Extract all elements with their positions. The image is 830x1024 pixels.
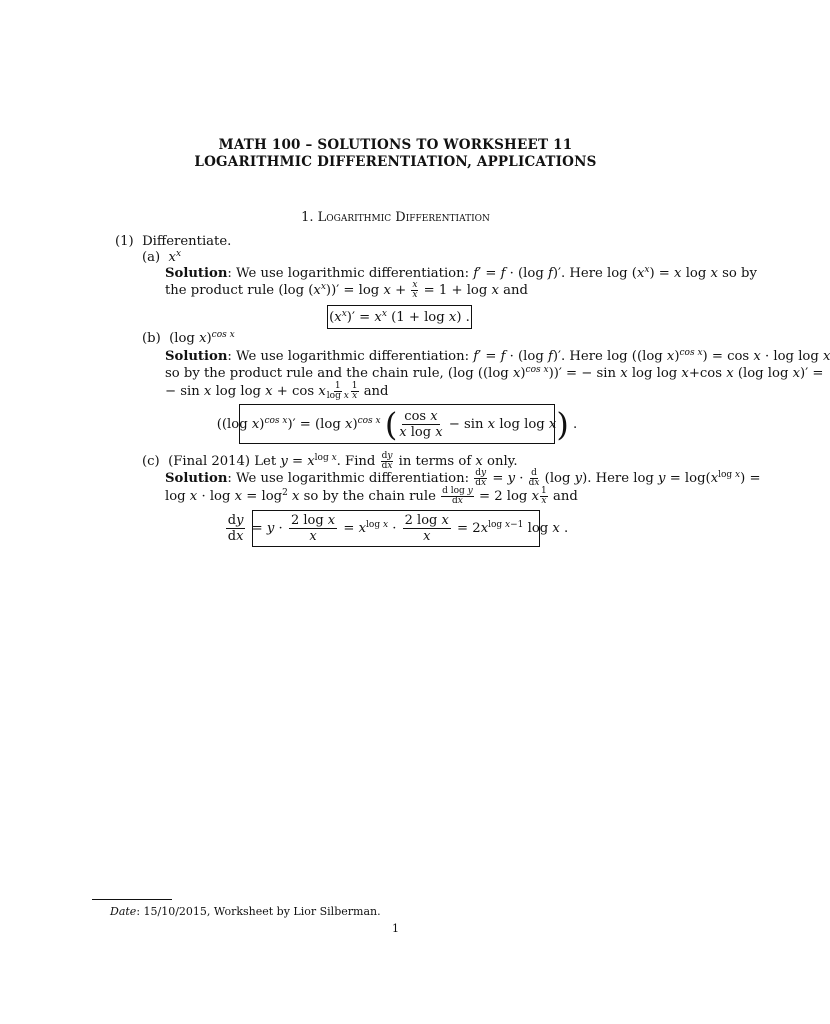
- problem-1-text: Differentiate.: [142, 234, 232, 249]
- part-a-text-1: : We use logarithmic differentiation:: [227, 266, 474, 281]
- part-a-solution-label: Solution: [165, 266, 228, 281]
- title-line-2: LOGARITHMIC DIFFERENTIATION, APPLICATIONS: [194, 154, 597, 170]
- part-c-label: (c): [142, 454, 160, 469]
- part-b-solution-line-1: Solution: We use logarithmic differentiation: f′ = f · (log f)′. Here log ((log x)$^{cos x}$) = cos x · log log x: [165, 348, 830, 364]
- part-a-text-2: . Here: [561, 266, 608, 281]
- problem-1-label: (1): [115, 234, 134, 249]
- part-b-text-3: so by the product rule and the chain rule,: [165, 366, 448, 381]
- part-b-solution-line-3: − sin x log log x + cos x $\frac{1}{\text{log x}}$ $\frac{1}{x}$ and: [165, 381, 389, 401]
- part-a-text-4: the product rule: [165, 283, 279, 298]
- part-c-text-2: . Here: [587, 471, 634, 486]
- part-c-question: (c) (Final 2014) Let $y = x^{log x}$. Find $\frac{dy}{dx}$ in terms of x only.: [142, 451, 518, 471]
- part-c-terms: in terms of: [394, 454, 476, 469]
- part-b-answer-box: ((log x)$^{cos x}$)′ = (log x)$^{cos x}$ ( $\frac{\text{cos x}}{\text{x log x}}$ − sin x log log x) .: [216, 405, 578, 443]
- part-c-intro: (Final 2014) Let: [168, 454, 281, 469]
- part-c-text-1: : We use logarithmic differentiation:: [227, 471, 474, 486]
- part-a-text-3: so by: [717, 266, 757, 281]
- part-c-find: . Find: [336, 454, 380, 469]
- part-b-text-1: : We use logarithmic differentiation:: [227, 349, 474, 364]
- part-a-label: (a): [142, 250, 161, 265]
- part-c-solution-label: Solution: [165, 471, 228, 486]
- title-line-1: MATH 100 – SOLUTIONS TO WORKSHEET 11: [218, 137, 573, 153]
- part-a-answer-box: $(x^x)' = x^x$ (1 + log x) .: [327, 305, 472, 329]
- part-b-label: (b): [142, 331, 161, 346]
- page-number: 1: [392, 922, 399, 935]
- part-a-question: (a) $x^x$: [142, 249, 182, 265]
- part-c-text-4: and: [548, 489, 578, 504]
- part-b-solution-label: Solution: [165, 349, 228, 364]
- part-b-question: (b) (log x)$^{cos x}$: [142, 330, 235, 346]
- date-label: Date: [110, 905, 137, 918]
- part-a-solution-line-1: Solution: We use logarithmic differentiation: f′ = f · (log f)′. Here $\log (x^x) = x$ log x so by: [165, 265, 757, 281]
- part-b-solution-line-2: so by the product rule and the chain rule, (log ((log x)$^{cos x}$))′ = − sin x log log x+cos x (log log x)′ =: [165, 365, 824, 381]
- part-b-text-2: . Here: [561, 349, 608, 364]
- part-a-text-5: and: [498, 283, 528, 298]
- part-b-text-4: and: [359, 384, 389, 399]
- footnote-rule: [92, 899, 172, 900]
- date-text: : 15/10/2015, Worksheet by Lior Silberman.: [136, 905, 381, 918]
- part-c-text-3: so by the chain rule: [299, 489, 441, 504]
- part-c-answer-box: $\frac{dy}{dx}$ = y · $\frac{\text{2 log x}}{x}$ = $x^{log x}$ · $\frac{\text{2 log x}}{x}$ = $2x^{log x-1}$ log x .: [252, 510, 540, 547]
- section-heading: 1. Logarithmic Differentiation: [301, 210, 490, 225]
- part-a-solution-line-2: the product rule (log $(x^x))' = \log x$ + $\frac{x}{x}$ = 1 + log x and: [165, 280, 528, 300]
- part-c-solution-line-2: $\log x \cdot \log x = \log^2 x$ so by the chain rule $\frac{\text{d log y}}{dx}$ = 2 log x $\frac{1}{x}$ and: [165, 486, 578, 506]
- part-c-only: only.: [482, 454, 518, 469]
- part-c-solution-line-1: Solution: We use logarithmic differentiation: $\frac{dy}{dx}$ = y · $\frac{d}{dx}$ (log y). Here $\log y = \log(x^{log x})$ =: [165, 468, 761, 488]
- footnote: [110, 905, 381, 918]
